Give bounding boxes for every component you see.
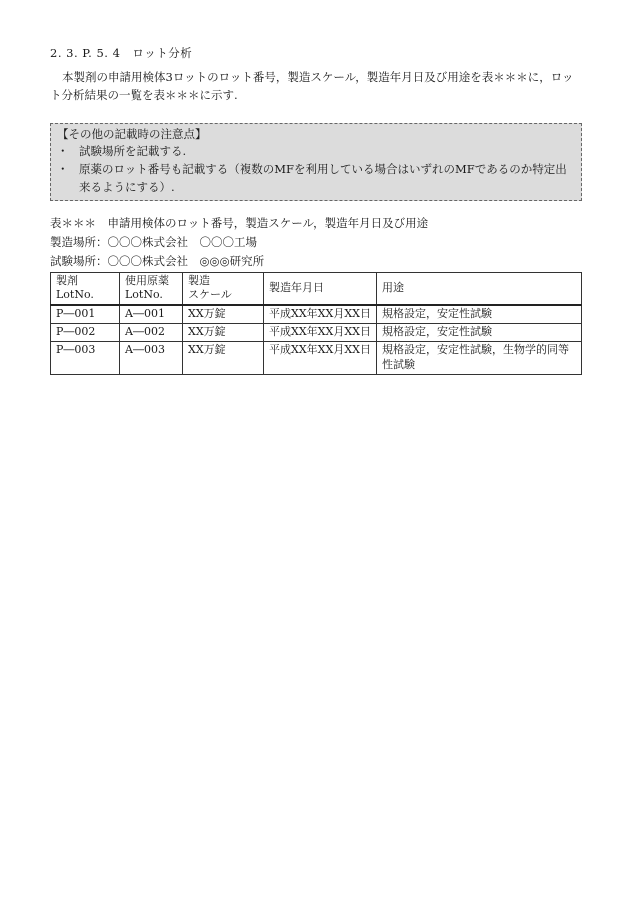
cell-scale: XX万錠 (183, 324, 264, 342)
header-manufacture-date (264, 272, 377, 305)
cell-scale: XX万錠 (183, 305, 264, 323)
cell-product-lot: P―002 (51, 324, 120, 342)
cell-manufacture-date: 平成XX年XX月XX日 (264, 324, 377, 342)
table-row (51, 342, 582, 375)
header-line: スケール (188, 288, 232, 302)
testing-site: 試験場所：〇〇〇株式会社 ◎◎◎研究所 (50, 254, 265, 269)
intro-paragraph: 本製剤の申請用検体3ロットのロット番号，製造スケール，製造年月日及び用途を表＊＊＊に，ロット分析結果の一覧を表＊＊＊に示す. (50, 70, 574, 102)
bullet-mark: ・ (57, 162, 69, 177)
section-heading: 2. 3. P. 5. 4 ロット分析 (50, 46, 193, 60)
note-text: 原薬のロット番号も記載する（複数のMFを利用している場合はいずれのMFであるのか特定出来るようにする）. (79, 162, 567, 195)
table-body (51, 305, 582, 374)
lot-table (50, 272, 582, 375)
manufacturing-site: 製造場所：〇〇〇株式会社 〇〇〇工場 (50, 235, 257, 250)
note-item (57, 161, 573, 197)
table-row (51, 305, 582, 323)
cell-scale: XX万錠 (183, 342, 264, 375)
note-box (50, 123, 582, 201)
header-line: 製造年月日 (269, 281, 324, 295)
cell-api-lot: A―001 (120, 305, 183, 323)
table-header (51, 272, 582, 305)
cell-api-lot: A―003 (120, 342, 183, 375)
header-scale (183, 272, 264, 305)
table-row (51, 324, 582, 342)
header-line: LotNo. (56, 288, 94, 302)
cell-product-lot: P―001 (51, 305, 120, 323)
header-line: LotNo. (125, 288, 163, 302)
document-page (50, 45, 582, 375)
cell-product-lot: P―003 (51, 342, 120, 375)
bullet-mark: ・ (57, 144, 69, 159)
header-api-lot (120, 272, 183, 305)
header-line: 使用原薬 (125, 273, 169, 287)
cell-purpose: 規格設定，安定性試験 (377, 305, 582, 323)
cell-purpose: 規格設定，安定性試験 (377, 324, 582, 342)
note-list (57, 143, 573, 196)
note-item (57, 143, 573, 161)
header-line: 製剤 (56, 273, 78, 287)
table-caption: 表＊＊＊ 申請用検体のロット番号，製造スケール，製造年月日及び用途 (50, 215, 429, 230)
header-line: 製造 (188, 273, 210, 287)
cell-manufacture-date: 平成XX年XX月XX日 (264, 305, 377, 323)
header-purpose (377, 272, 582, 305)
header-line: 用途 (382, 281, 404, 295)
cell-purpose: 規格設定，安定性試験，生物学的同等性試験 (377, 342, 582, 375)
cell-manufacture-date: 平成XX年XX月XX日 (264, 342, 377, 375)
header-row (51, 272, 582, 305)
cell-api-lot: A―002 (120, 324, 183, 342)
header-product-lot (51, 272, 120, 305)
note-title: 【その他の記載時の注意点】 (57, 126, 207, 141)
note-text: 試験場所を記載する. (79, 144, 187, 159)
